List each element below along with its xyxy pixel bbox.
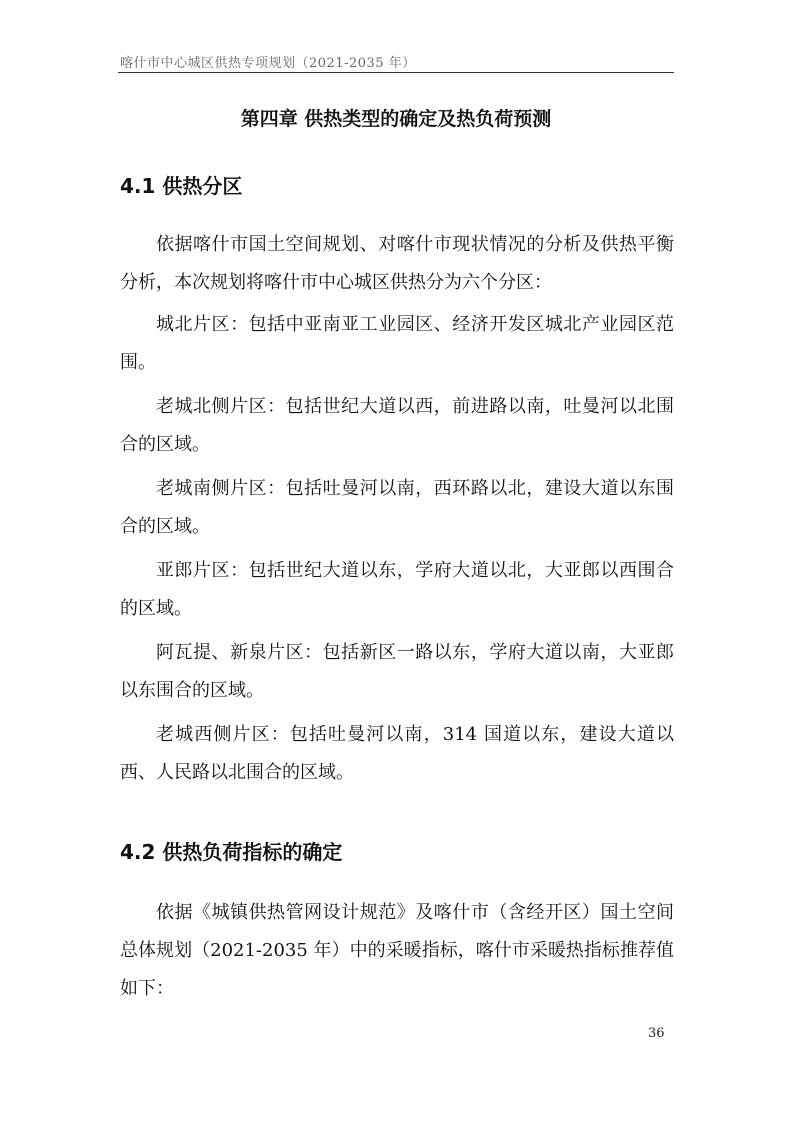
- paragraph-zone-yalang: 亚郎片区：包括世纪大道以东，学府大道以北，大亚郎以西围合的区域。: [120, 560, 674, 619]
- paragraph-zone-awati-xinquan: 阿瓦提、新泉片区：包括新区一路以东，学府大道以南，大亚郎以东围合的区域。: [120, 642, 674, 701]
- paragraph-zone-laocheng-south: 老城南侧片区：包括吐曼河以南，西环路以北，建设大道以东围合的区域。: [120, 478, 674, 537]
- paragraph-heat-index: 依据《城镇供热管网设计规范》及喀什市（含经开区）国土空间总体规划（2021-2035 年）中的采暖指标，喀什市采暖热指标推荐值如下：: [120, 902, 674, 999]
- section-title-4-2: 4.2 供热负荷指标的确定: [120, 840, 343, 864]
- paragraph-zone-laocheng-west: 老城西侧片区：包括吐曼河以南，314 国道以东，建设大道以西、人民路以北围合的区域。: [120, 724, 674, 783]
- header-divider: [118, 72, 674, 73]
- paragraph-intro: 依据喀什市国土空间规划、对喀什市现状情况的分析及供热平衡分析，本次规划将喀什市中心城区供热分为六个分区：: [120, 234, 674, 293]
- paragraph-zone-chengbei: 城北片区：包括中亚南亚工业园区、经济开发区城北产业园区范围。: [120, 314, 674, 373]
- section-title-4-1: 4.1 供热分区: [120, 174, 243, 198]
- page-number: 36: [648, 1026, 665, 1041]
- paragraph-zone-laocheng-north: 老城北侧片区：包括世纪大道以西，前进路以南，吐曼河以北围合的区域。: [120, 396, 674, 455]
- chapter-title: 第四章 供热类型的确定及热负荷预测: [240, 108, 552, 130]
- running-header: 喀什市中心城区供热专项规划（2021-2035 年）: [120, 56, 416, 71]
